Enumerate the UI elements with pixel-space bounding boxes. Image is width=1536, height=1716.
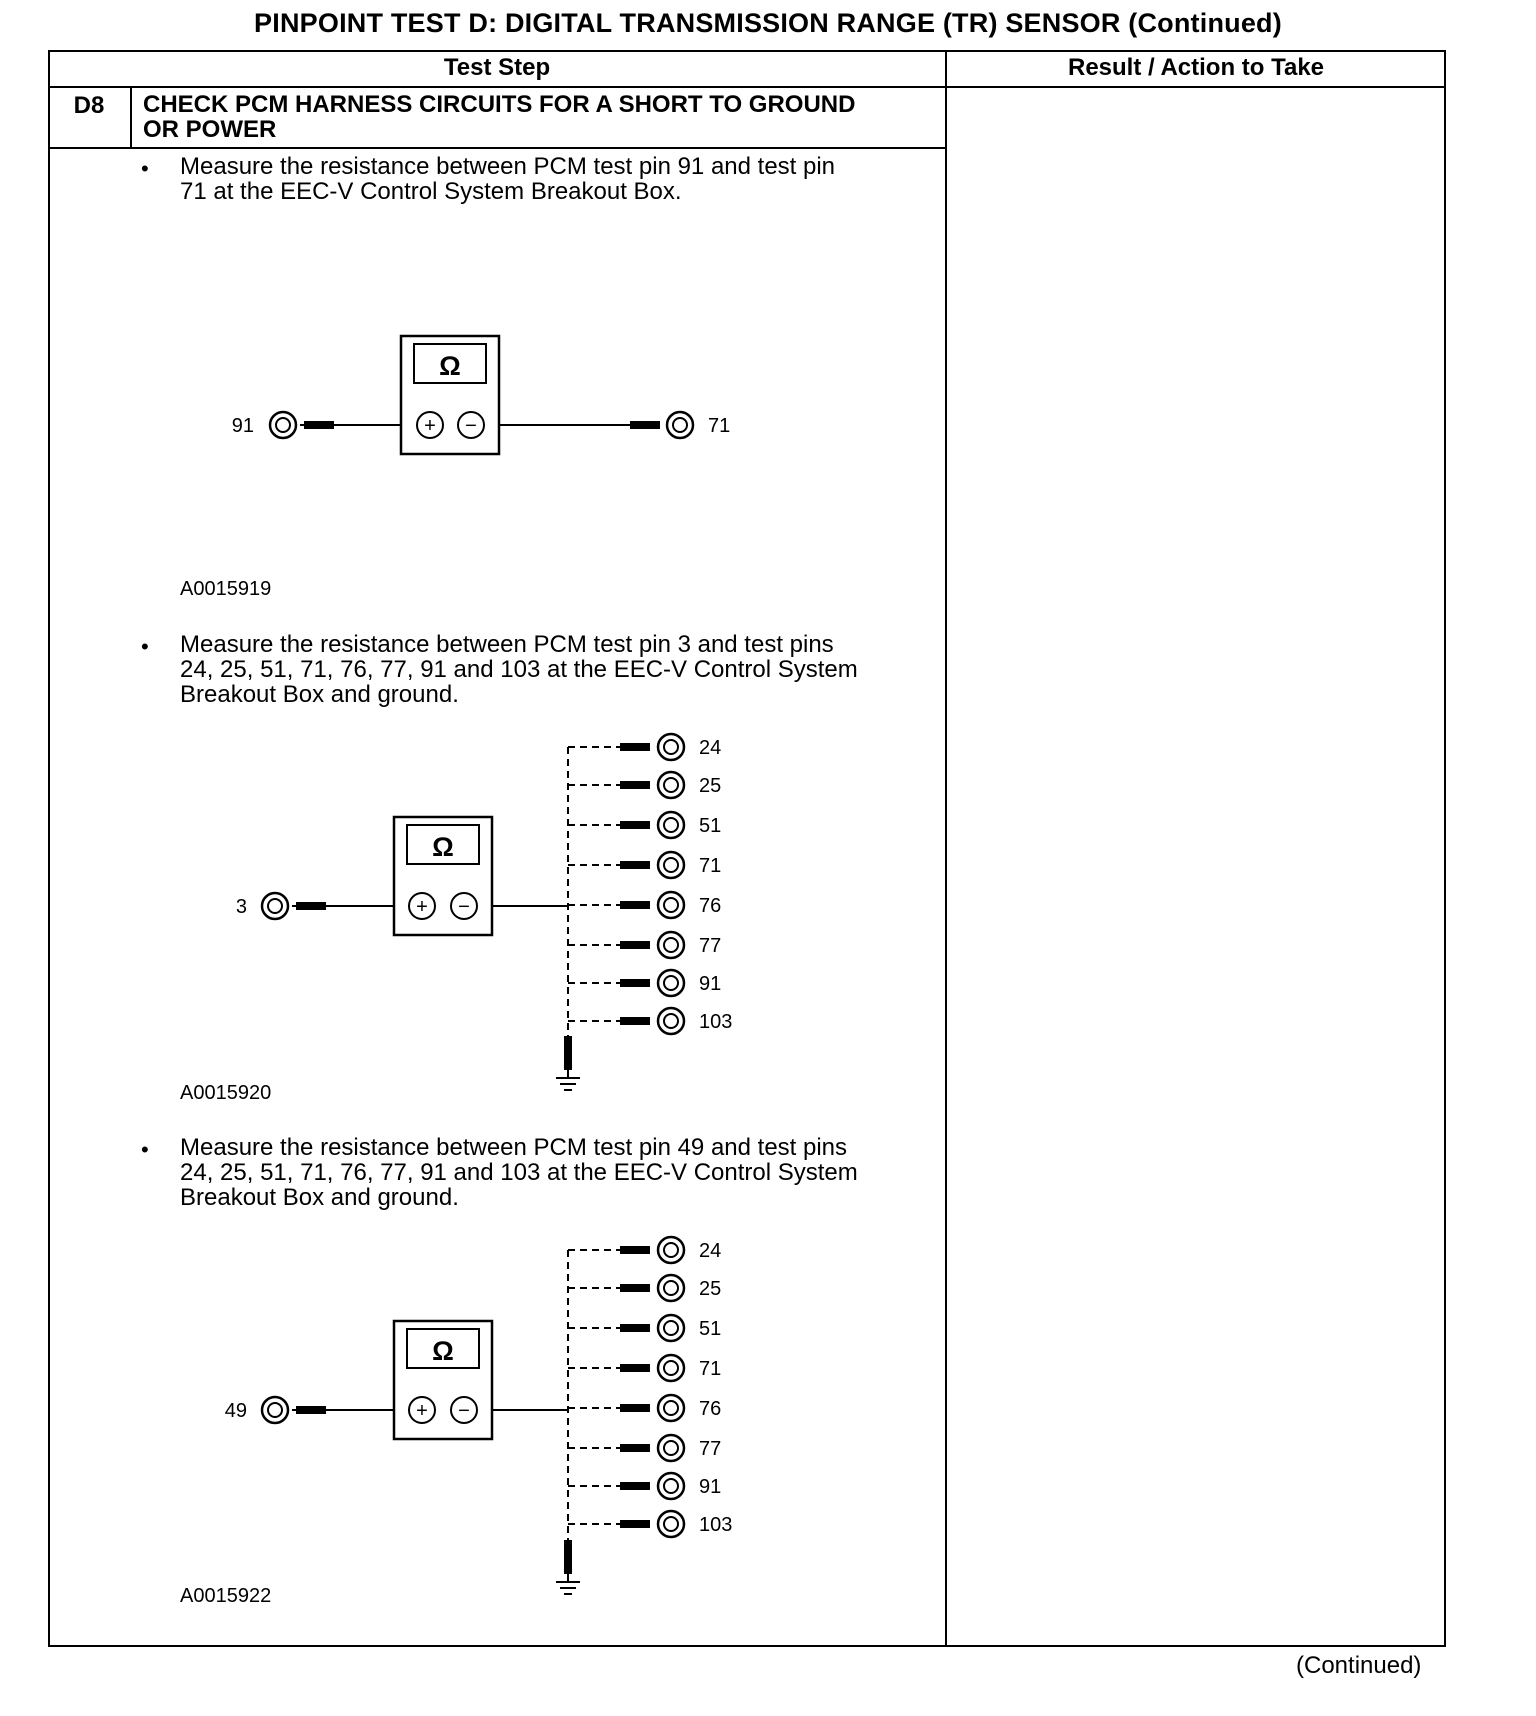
probe-tip-icon	[620, 1364, 650, 1372]
continued-note: (Continued)	[1296, 1652, 1422, 1679]
pin-label: 91	[699, 973, 722, 995]
instruction-line: Breakout Box and ground.	[180, 681, 459, 708]
header-test-step: Test Step	[443, 54, 551, 81]
instruction-line: 71 at the EEC-V Control System Breakout Box.	[180, 178, 682, 205]
minus-sign: −	[465, 415, 477, 437]
minus-sign: −	[458, 896, 470, 918]
pin-label: 25	[699, 775, 722, 797]
probe-tip-icon	[620, 1404, 650, 1412]
pin-jack-icon	[658, 1435, 684, 1461]
minus-sign: −	[458, 1400, 470, 1422]
pin-jack-center	[664, 1441, 678, 1455]
pin-label: 76	[699, 895, 722, 917]
instruction-line: 24, 25, 51, 71, 76, 77, 91 and 103 at the EEC-V Control System	[180, 1159, 858, 1186]
pin-jack-center	[664, 1517, 678, 1531]
pin-label: 77	[699, 1438, 722, 1460]
pin-label: 71	[699, 1358, 722, 1380]
pin-jack-icon	[658, 1275, 684, 1301]
instruction-line: Measure the resistance between PCM test pin 91 and test pin	[180, 153, 836, 180]
pin-label: 24	[699, 1240, 722, 1262]
pin-jack-center	[664, 1281, 678, 1295]
step-title-line-1: CHECK PCM HARNESS CIRCUITS FOR A SHORT TO GROUND	[143, 91, 856, 118]
probe-tip-icon	[296, 1406, 326, 1414]
header-result-action: Result / Action to Take	[1067, 54, 1325, 81]
ohm-symbol: Ω	[432, 1336, 454, 1366]
pin-label: 24	[699, 737, 722, 759]
pin-jack-icon	[658, 1395, 684, 1421]
figure-code: A0015920	[180, 1082, 272, 1104]
figure-code: A0015922	[180, 1585, 272, 1607]
pin-jack-center	[664, 1479, 678, 1493]
step-id: D8	[73, 92, 105, 119]
page-title: PINPOINT TEST D: DIGITAL TRANSMISSION RANGE (TR) SENSOR (Continued)	[254, 8, 1282, 38]
probe-tip-icon	[620, 1444, 650, 1452]
pin-label: 3	[235, 896, 247, 918]
plus-sign: +	[424, 415, 436, 437]
pin-label: 49	[224, 1400, 247, 1422]
instruction-line: Measure the resistance between PCM test pin 49 and test pins	[180, 1134, 848, 1161]
pin-label: 51	[699, 815, 722, 837]
pin-label: 71	[699, 855, 722, 877]
pin-jack-icon	[658, 1315, 684, 1341]
probe-tip-icon	[620, 1284, 650, 1292]
pin-label: 91	[231, 415, 254, 437]
pin-label: 71	[708, 415, 731, 437]
probe-tip-icon	[620, 1520, 650, 1528]
probe-tip-icon	[620, 1324, 650, 1332]
bullet-marker: •	[141, 1137, 149, 1162]
instruction-line: 24, 25, 51, 71, 76, 77, 91 and 103 at the EEC-V Control System	[180, 656, 858, 683]
plus-sign: +	[416, 1400, 428, 1422]
pin-label: 25	[699, 1278, 722, 1300]
pin-label: 103	[699, 1011, 733, 1033]
pin-jack-icon	[262, 1397, 288, 1423]
pin-label: 76	[699, 1398, 722, 1420]
pin-jack-center	[664, 1401, 678, 1415]
pin-jack-icon	[658, 1473, 684, 1499]
pin-label: 77	[699, 935, 722, 957]
instruction-line: Measure the resistance between PCM test pin 3 and test pins	[180, 631, 834, 658]
step-title-line-2: OR POWER	[143, 116, 277, 143]
probe-tip-icon	[620, 1246, 650, 1254]
pin-jack-center	[664, 1361, 678, 1375]
plus-sign: +	[416, 896, 428, 918]
bullet-marker: •	[141, 156, 149, 181]
pin-jack-center	[664, 1321, 678, 1335]
ohm-symbol: Ω	[432, 832, 454, 862]
instruction-line: Breakout Box and ground.	[180, 1184, 459, 1211]
pin-jack-center	[664, 1243, 678, 1257]
pin-label: 103	[699, 1514, 733, 1536]
bullet-marker: •	[141, 634, 149, 659]
pin-label: 51	[699, 1318, 722, 1340]
pin-jack-center	[268, 1403, 282, 1417]
pin-label: 91	[699, 1476, 722, 1498]
pin-jack-icon	[658, 1355, 684, 1381]
ohm-symbol: Ω	[439, 351, 461, 381]
probe-tip-icon	[620, 1482, 650, 1490]
pin-jack-icon	[658, 1237, 684, 1263]
pin-jack-icon	[658, 1511, 684, 1537]
ground-probe-icon	[564, 1540, 572, 1574]
figure-code: A0015919	[180, 578, 272, 600]
